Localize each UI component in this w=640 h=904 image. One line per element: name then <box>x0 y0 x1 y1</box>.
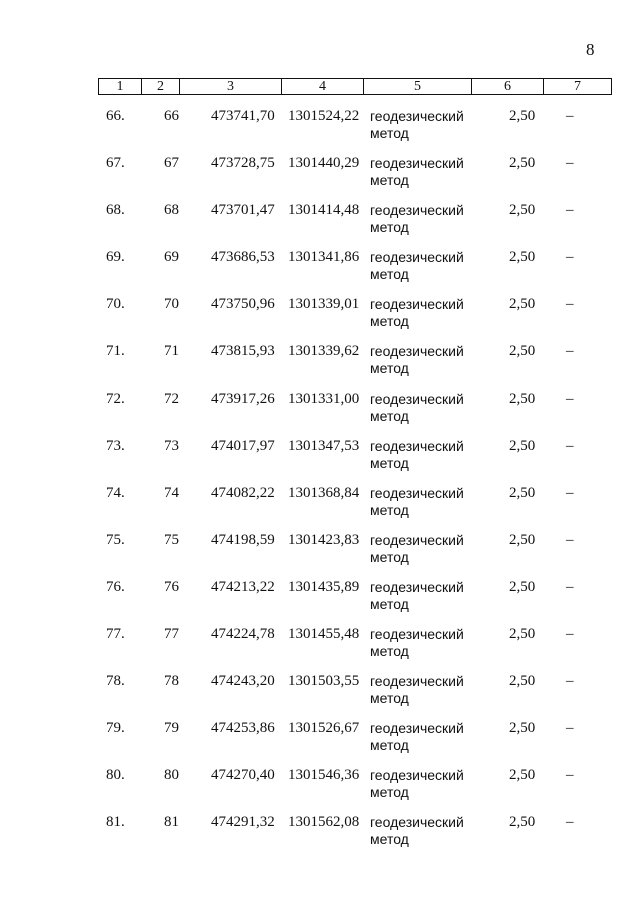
row-number: 66. <box>106 108 125 124</box>
x-coordinate: 474291,32 <box>211 814 275 831</box>
table-row <box>0 436 640 483</box>
method-cell: геодезический метод <box>370 155 464 189</box>
point-id: 80 <box>164 767 179 784</box>
method-cell: геодезический метод <box>370 437 464 471</box>
x-coordinate: 473701,47 <box>211 202 275 219</box>
method-cell: геодезический метод <box>370 814 464 848</box>
point-id: 77 <box>164 626 179 643</box>
y-coordinate: 1301368,84 <box>288 484 360 501</box>
row-number: 70. <box>106 296 125 313</box>
x-coordinate: 473741,70 <box>211 108 275 124</box>
note-cell: – <box>566 484 574 501</box>
method-cell: геодезический метод <box>370 202 464 236</box>
y-coordinate: 1301414,48 <box>288 202 360 219</box>
y-coordinate: 1301423,83 <box>288 531 360 548</box>
row-number: 75. <box>106 531 125 548</box>
row-number: 76. <box>106 578 125 595</box>
table-row <box>0 812 640 859</box>
row-number: 71. <box>106 343 125 360</box>
accuracy-cell: 2,50 <box>509 296 536 313</box>
header-cell: 6 <box>472 79 544 94</box>
method-cell: геодезический метод <box>370 626 464 660</box>
table-row <box>0 483 640 530</box>
note-cell: – <box>566 296 574 313</box>
point-id: 70 <box>164 296 179 313</box>
accuracy-cell: 2,50 <box>509 202 536 219</box>
x-coordinate: 474082,22 <box>211 484 275 501</box>
accuracy-cell: 2,50 <box>509 767 536 784</box>
x-coordinate: 474198,59 <box>211 531 275 548</box>
y-coordinate: 1301440,29 <box>288 155 360 172</box>
point-id: 74 <box>164 484 179 501</box>
point-id: 71 <box>164 343 179 360</box>
accuracy-cell: 2,50 <box>509 249 536 266</box>
method-cell: геодезический метод <box>370 767 464 801</box>
header-cell: 3 <box>180 79 282 94</box>
point-id: 66 <box>164 108 179 124</box>
method-cell: геодезический метод <box>370 108 464 141</box>
header-cell: 2 <box>142 79 180 94</box>
accuracy-cell: 2,50 <box>509 343 536 360</box>
table-row <box>0 153 640 200</box>
point-id: 67 <box>164 155 179 172</box>
y-coordinate: 1301503,55 <box>288 673 360 690</box>
coordinates-table <box>0 106 640 860</box>
y-coordinate: 1301341,86 <box>288 249 360 266</box>
accuracy-cell: 2,50 <box>509 390 536 407</box>
point-id: 75 <box>164 531 179 548</box>
table-row <box>0 671 640 718</box>
table-row <box>0 106 640 153</box>
accuracy-cell: 2,50 <box>509 108 536 124</box>
y-coordinate: 1301524,22 <box>288 108 360 124</box>
accuracy-cell: 2,50 <box>509 626 536 643</box>
point-id: 78 <box>164 673 179 690</box>
accuracy-cell: 2,50 <box>509 531 536 548</box>
point-id: 73 <box>164 437 179 454</box>
y-coordinate: 1301562,08 <box>288 814 360 831</box>
header-cell: 1 <box>99 79 142 94</box>
note-cell: – <box>566 720 574 737</box>
table-header <box>98 78 612 95</box>
table-row <box>0 389 640 436</box>
method-cell: геодезический метод <box>370 390 464 424</box>
point-id: 69 <box>164 249 179 266</box>
x-coordinate: 473815,93 <box>211 343 275 360</box>
method-cell: геодезический метод <box>370 578 464 612</box>
method-cell: геодезический метод <box>370 484 464 518</box>
header-cell: 4 <box>282 79 364 94</box>
note-cell: – <box>566 814 574 831</box>
x-coordinate: 473728,75 <box>211 155 275 172</box>
row-number: 79. <box>106 720 125 737</box>
x-coordinate: 474243,20 <box>211 673 275 690</box>
x-coordinate: 474213,22 <box>211 578 275 595</box>
accuracy-cell: 2,50 <box>509 720 536 737</box>
table-row <box>0 624 640 671</box>
x-coordinate: 474253,86 <box>211 720 275 737</box>
x-coordinate: 473686,53 <box>211 249 275 266</box>
method-cell: геодезический метод <box>370 673 464 707</box>
row-number: 77. <box>106 626 125 643</box>
page-number: 8 <box>586 40 595 59</box>
y-coordinate: 1301455,48 <box>288 626 360 643</box>
row-number: 69. <box>106 249 125 266</box>
row-number: 72. <box>106 390 125 407</box>
row-number: 81. <box>106 814 125 831</box>
accuracy-cell: 2,50 <box>509 578 536 595</box>
method-cell: геодезический метод <box>370 296 464 330</box>
y-coordinate: 1301347,53 <box>288 437 360 454</box>
point-id: 72 <box>164 390 179 407</box>
x-coordinate: 473917,26 <box>211 390 275 407</box>
note-cell: – <box>566 343 574 360</box>
point-id: 79 <box>164 720 179 737</box>
row-number: 73. <box>106 437 125 454</box>
method-cell: геодезический метод <box>370 531 464 565</box>
note-cell: – <box>566 437 574 454</box>
row-number: 78. <box>106 673 125 690</box>
x-coordinate: 473750,96 <box>211 296 275 313</box>
y-coordinate: 1301339,01 <box>288 296 360 313</box>
table-row <box>0 294 640 341</box>
table-row <box>0 341 640 388</box>
table-row <box>0 718 640 765</box>
y-coordinate: 1301331,00 <box>288 390 360 407</box>
header-cell: 7 <box>574 79 581 94</box>
method-cell: геодезический метод <box>370 343 464 377</box>
row-number: 74. <box>106 484 125 501</box>
note-cell: – <box>566 531 574 548</box>
method-cell: геодезический метод <box>370 720 464 754</box>
point-id: 76 <box>164 578 179 595</box>
point-id: 81 <box>164 814 179 831</box>
accuracy-cell: 2,50 <box>509 673 536 690</box>
table-row <box>0 247 640 294</box>
accuracy-cell: 2,50 <box>509 484 536 501</box>
accuracy-cell: 2,50 <box>509 437 536 454</box>
note-cell: – <box>566 673 574 690</box>
y-coordinate: 1301339,62 <box>288 343 360 360</box>
x-coordinate: 474224,78 <box>211 626 275 643</box>
row-number: 68. <box>106 202 125 219</box>
header-cell: 5 <box>364 79 472 94</box>
note-cell: – <box>566 767 574 784</box>
accuracy-cell: 2,50 <box>509 814 536 831</box>
note-cell: – <box>566 249 574 266</box>
x-coordinate: 474270,40 <box>211 767 275 784</box>
note-cell: – <box>566 202 574 219</box>
x-coordinate: 474017,97 <box>211 437 275 454</box>
table-row <box>0 200 640 247</box>
note-cell: – <box>566 108 574 124</box>
point-id: 68 <box>164 202 179 219</box>
table-row <box>0 577 640 624</box>
accuracy-cell: 2,50 <box>509 155 536 172</box>
y-coordinate: 1301526,67 <box>288 720 360 737</box>
row-number: 67. <box>106 155 125 172</box>
y-coordinate: 1301435,89 <box>288 578 360 595</box>
note-cell: – <box>566 626 574 643</box>
method-cell: геодезический метод <box>370 249 464 283</box>
note-cell: – <box>566 390 574 407</box>
note-cell: – <box>566 155 574 172</box>
note-cell: – <box>566 578 574 595</box>
row-number: 80. <box>106 767 125 784</box>
table-row <box>0 530 640 577</box>
y-coordinate: 1301546,36 <box>288 767 360 784</box>
table-row <box>0 765 640 812</box>
